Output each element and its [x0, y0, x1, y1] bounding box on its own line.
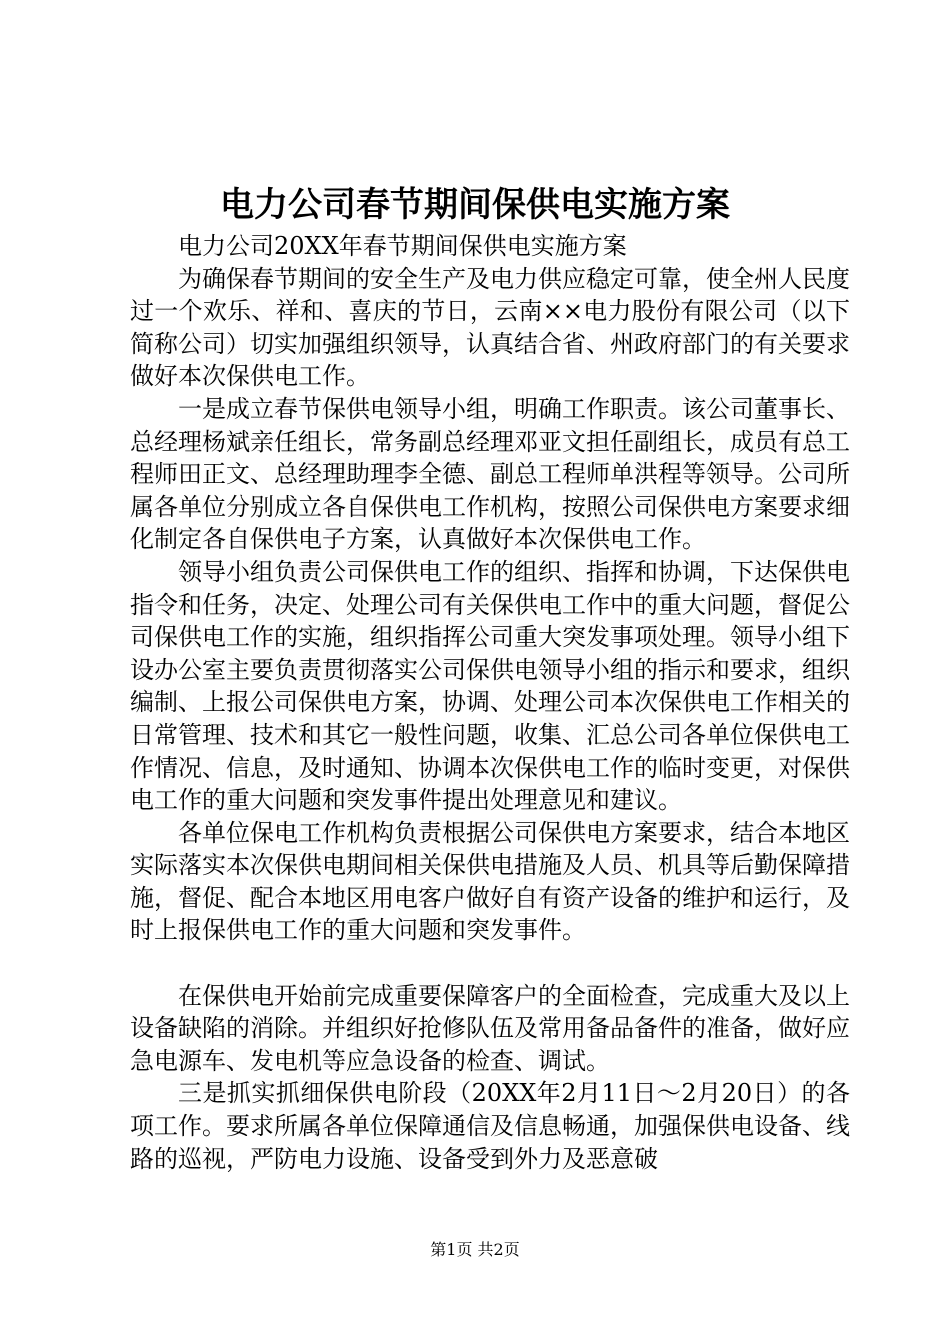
paragraph-group-duties: 领导小组负责公司保供电工作的组织、指挥和协调，下达保供电指令和任务，决定、处理公司有关保供电工作中的重大问题，督促公司保供电工作的实施，组织指挥公司重大突发事项处理。领导小组下设办公室主要负责贯彻落实公司保供电领导小组的指示和要求，组织编制、上报公司保供电方案，协调、处理公司本次保供电工作相关的日常管理、技术和其它一般性问题，收集、汇总公司各单位保供电工作情况、信息，及时通知、协调本次保供电工作的临时变更，对保供电工作的重大问题和突发事件提出处理意见和建议。 [130, 557, 850, 815]
paragraph-stage-three: 三是抓实抓细保供电阶段（20XX年2月11日～2月20日）的各项工作。要求所属各单位保障通信及信息畅通，加强保供电设备、线路的巡视，严防电力设施、设备受到外力及恶意破 [130, 1079, 850, 1173]
page-footer: 第1页 共2页 [430, 1240, 520, 1259]
document-title: 电力公司春节期间保供电实施方案 [220, 185, 730, 225]
paragraph-inspection: 在保供电开始前完成重要保障客户的全面检查，完成重大及以上设备缺陷的消除。并组织好抢修队伍及常用备品备件的准备，做好应急电源车、发电机等应急设备的检查、调试。 [130, 981, 850, 1075]
paragraph-subtitle: 电力公司20XX年春节期间保供电实施方案 [178, 232, 627, 260]
document-body [130, 230, 850, 1175]
paragraph-intro: 为确保春节期间的安全生产及电力供应稳定可靠，使全州人民度过一个欢乐、祥和、喜庆的节日，云南××电力股份有限公司（以下简称公司）切实加强组织领导，认真结合省、州政府部门的有关要求做好本次保供电工作。 [130, 264, 850, 391]
paragraph-leadership-group: 一是成立春节保供电领导小组，明确工作职责。该公司董事长、总经理杨斌亲任组长，常务副总经理邓亚文担任副组长，成员有总工程师田正文、总经理助理李全德、副总工程师单洪程等领导。公司所属各单位分别成立各自保供电工作机构，按照公司保供电方案要求细化制定各自保供电子方案，认真做好本次保供电工作。 [130, 394, 850, 554]
paragraph-unit-duties: 各单位保电工作机构负责根据公司保供电方案要求，结合本地区实际落实本次保供电期间相关保供电措施及人员、机具等后勤保障措施，督促、配合本地区用电客户做好自有资产设备的维护和运行，及时上报保供电工作的重大问题和突发事件。 [130, 818, 850, 945]
